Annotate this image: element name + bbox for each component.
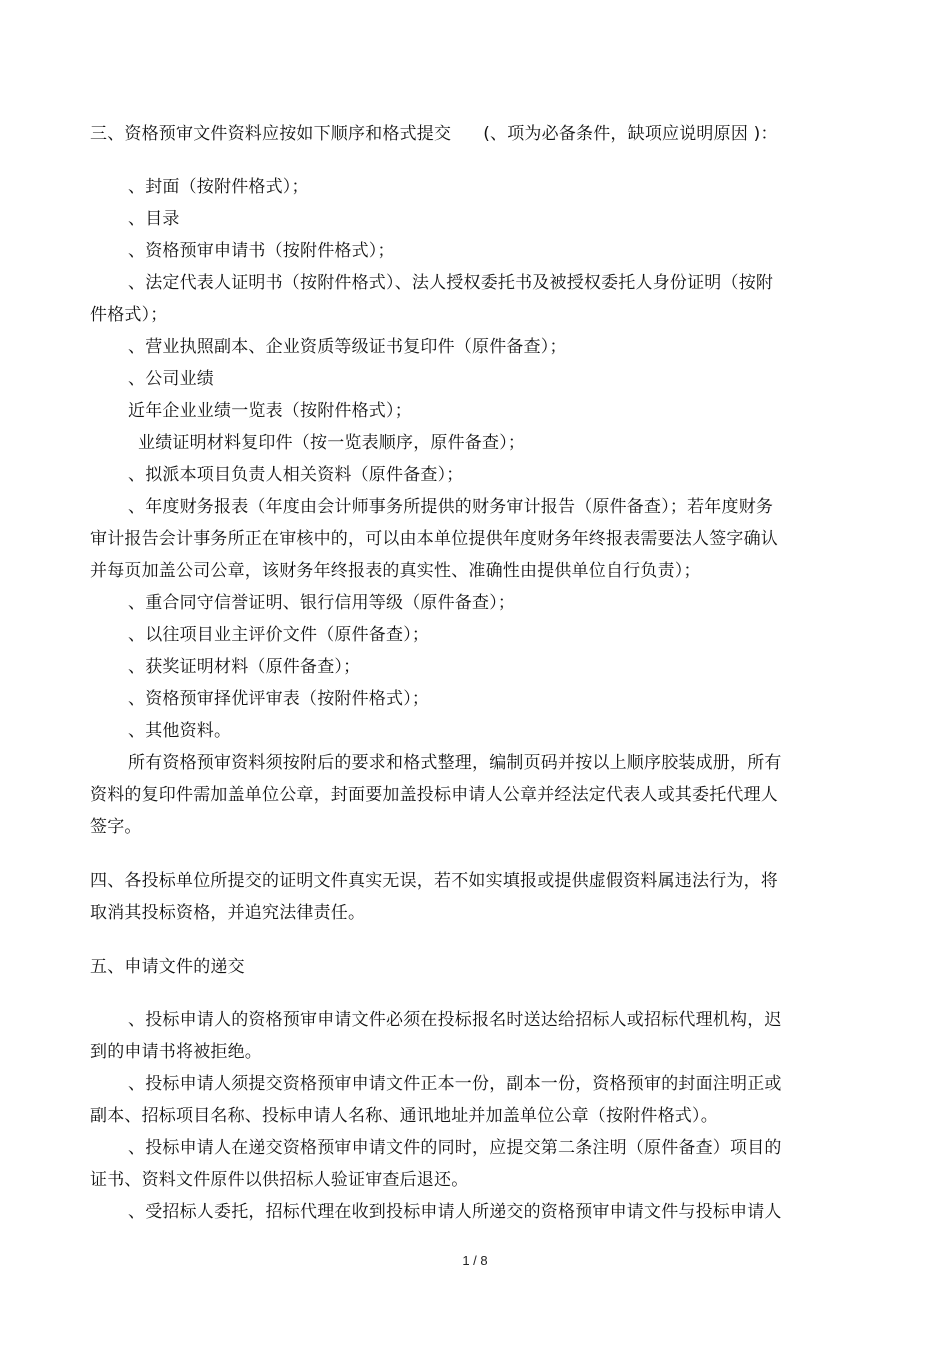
list-item-continuation: 件格式）； bbox=[90, 305, 168, 325]
section-5-line: 、投标申请人的资格预审申请文件必须在投标报名时送达给招标人或招标代理机构，迟 bbox=[128, 1010, 782, 1030]
section-4-line: 取消其投标资格，并追究法律责任。 bbox=[90, 903, 366, 923]
section-5-line: 、投标申请人在递交资格预审申请文件的同时，应提交第二条注明（原件备查）项目的 bbox=[128, 1138, 782, 1158]
list-item: 、获奖证明材料（原件备查）； bbox=[128, 657, 361, 677]
section-5-heading: 五、申请文件的递交 bbox=[90, 957, 245, 977]
section-3-heading-note: (、项为必备条件，缺项应说明原因 )： bbox=[483, 124, 778, 144]
closing-paragraph-line: 资料的复印件需加盖单位公章，封面要加盖投标申请人公章并经法定代表人或其委托代理人 bbox=[90, 785, 778, 805]
list-subitem: 近年企业业绩一览表（按附件格式）； bbox=[128, 401, 412, 421]
closing-paragraph-line: 所有资格预审资料须按附后的要求和格式整理，编制页码并按以上顺序胶装成册，所有 bbox=[128, 753, 782, 773]
section-5-line: 、投标申请人须提交资格预审申请文件正本一份，副本一份，资格预审的封面注明正或 bbox=[128, 1074, 782, 1094]
list-item: 、营业执照副本、企业资质等级证书复印件（原件备查）； bbox=[128, 337, 567, 357]
list-item-continuation: 并每页加盖公司公章，该财务年终报表的真实性、准确性由提供单位自行负责）； bbox=[90, 561, 701, 581]
section-5-line: 副本、招标项目名称、投标申请人名称、通讯地址并加盖单位公章（按附件格式）。 bbox=[90, 1106, 718, 1126]
section-5-line: 证书、资料文件原件以供招标人验证审查后退还。 bbox=[90, 1170, 469, 1190]
list-item: 、重合同守信誉证明、银行信用等级（原件备查）； bbox=[128, 593, 516, 613]
section-5-line: 到的申请书将被拒绝。 bbox=[90, 1042, 262, 1062]
list-item: 、其他资料。 bbox=[128, 721, 232, 741]
closing-paragraph-line: 签字。 bbox=[90, 817, 142, 837]
section-5-line: 、受招标人委托，招标代理在收到投标申请人所递交的资格预审申请文件与投标申请人 bbox=[128, 1202, 782, 1222]
list-item: 、法定代表人证明书（按附件格式）、法人授权委托书及被授权委托人身份证明（按附 bbox=[128, 273, 774, 293]
list-subitem: 业绩证明材料复印件（按一览表顺序，原件备查）； bbox=[138, 433, 526, 453]
section-4-line: 四、各投标单位所提交的证明文件真实无误，若不如实填报或提供虚假资料属违法行为，将 bbox=[90, 871, 778, 891]
list-item: 、资格预审择优评审表（按附件格式）； bbox=[128, 689, 430, 709]
list-item: 、公司业绩 bbox=[128, 369, 214, 389]
list-item: 、封面（按附件格式）； bbox=[128, 177, 309, 197]
page-number: 1 / 8 bbox=[462, 1253, 488, 1268]
list-item: 、年度财务报表（年度由会计师事务所提供的财务审计报告（原件备查）；若年度财务 bbox=[128, 497, 774, 517]
list-item: 、以往项目业主评价文件（原件备查）； bbox=[128, 625, 430, 645]
list-item: 、目录 bbox=[128, 209, 180, 229]
list-item: 、拟派本项目负责人相关资料（原件备查）； bbox=[128, 465, 464, 485]
list-item: 、资格预审申请书（按附件格式）； bbox=[128, 241, 395, 261]
list-item-continuation: 审计报告会计事务所正在审核中的，可以由本单位提供年度财务年终报表需要法人签字确认 bbox=[90, 529, 778, 549]
section-3-heading bbox=[90, 124, 810, 144]
section-3-heading-text: 三、资格预审文件资料应按如下顺序和格式提交 bbox=[90, 124, 452, 144]
